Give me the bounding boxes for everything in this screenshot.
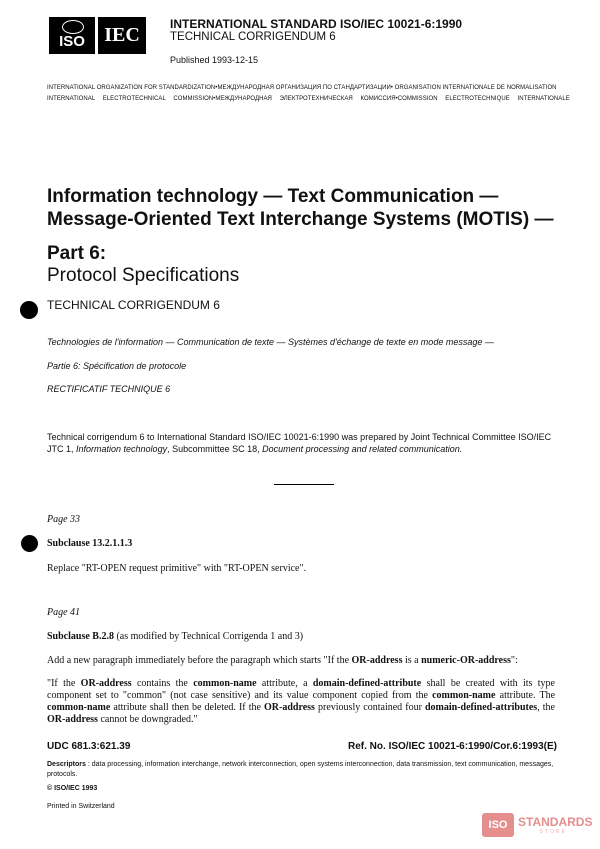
add-text: is a	[402, 655, 422, 666]
term: domain-defined-attributes	[424, 702, 538, 713]
watermark	[482, 813, 592, 837]
term: numeric-OR-address	[421, 655, 511, 666]
org-line-iec: INTERNATIONAL ELECTROTECHNICAL COMMISSION•МЕЖДУНАРОДНАЯ ЭЛЕКТРОТЕХНИЧЕСКАЯ КОМИССИЯ•COMMISSION ELECTROTECHNIQUE INTERNATIONALE	[47, 96, 570, 102]
watermark-name: STANDARDS	[518, 814, 593, 829]
printed-in: Printed in Switzerland	[47, 803, 115, 810]
french-part: Partie 6: Spécification de protocole	[47, 361, 187, 371]
quote-text: shall be created with its type component set to "common" (not case sensitive) and its value component copied from the	[47, 678, 555, 701]
iec-logo	[98, 17, 146, 54]
iso-iec-logo	[49, 17, 146, 54]
copyright: © ISO/IEC 1993	[47, 785, 98, 792]
term: domain-defined-attribute	[312, 678, 422, 689]
margin-dot	[20, 301, 38, 319]
quote-text: attribute shall then be deleted. If the	[110, 702, 264, 713]
quote-text: attribute. The	[495, 690, 556, 701]
french-title: Technologies de l'information — Communication de texte — Systèmes d'échange de texte en mode message —	[47, 337, 494, 347]
quote-text: contains the	[131, 678, 194, 689]
quote-text: cannot be downgraded."	[97, 714, 198, 725]
document-title: Information technology — Text Communication — Message-Oriented Text Interchange Systems (MOTIS) —	[47, 186, 554, 230]
intro-subcommittee: Document processing and related communication.	[262, 444, 463, 454]
term: OR-address	[264, 702, 315, 713]
globe-icon	[62, 20, 84, 34]
quote-text: "If the	[47, 678, 81, 689]
iso-logo	[49, 17, 95, 54]
add-text: ":	[510, 655, 518, 666]
intro-paragraph	[47, 431, 567, 455]
subclause-note: (as modified by Technical Corrigenda 1 and 3)	[113, 631, 304, 642]
term: OR-address	[351, 655, 403, 666]
watermark-store: STORE	[539, 828, 567, 835]
standard-title: INTERNATIONAL STANDARD ISO/IEC 10021-6:1990	[170, 17, 463, 31]
subclause-heading: Subclause 13.2.1.1.3	[47, 538, 133, 549]
iec-logo-text: IEC	[104, 24, 140, 46]
page-reference: Page 33	[47, 514, 81, 525]
reference-number: Ref. No. ISO/IEC 10021-6:1990/Cor.6:1993(E)	[348, 741, 557, 752]
intro-text-2: , Subcommittee SC 18,	[167, 444, 263, 454]
iso-logo-text: ISO	[59, 33, 85, 50]
term: common-name	[193, 678, 257, 689]
standard-subtitle: TECHNICAL CORRIGENDUM 6	[170, 31, 336, 43]
corrigendum-label: TECHNICAL CORRIGENDUM 6	[47, 298, 220, 312]
descriptors-text: : data processing, information interchange, network interconnection, open systems interconnection, data transmission, text communication, messages, protocols.	[47, 761, 554, 778]
subclause-heading	[47, 631, 303, 642]
divider	[274, 484, 334, 485]
term: OR-address	[80, 678, 132, 689]
org-line-iso: INTERNATIONAL ORGANIZATION FOR STANDARDIZATION•МЕЖДУНАРОДНАЯ ОРГАНИЗАЦИЯ ПО СТАНДАРТИЗАЦИИ• ORGANISATION INTERNATIONALE DE NORMALISATION	[47, 85, 557, 91]
udc-number: UDC 681.3:621.39	[47, 741, 131, 752]
part-name: Protocol Specifications	[47, 265, 240, 286]
margin-dot	[21, 535, 38, 552]
term: common-name	[47, 702, 111, 713]
watermark-label	[514, 816, 592, 835]
descriptors	[47, 760, 562, 780]
subclause-number: Subclause B.2.8	[47, 631, 114, 642]
part-label: Part 6:	[47, 243, 107, 264]
quoted-paragraph	[47, 678, 555, 726]
add-text: Add a new paragraph immediately before the paragraph which starts "If the	[47, 655, 352, 666]
quote-text: attribute, a	[256, 678, 313, 689]
page-reference: Page 41	[47, 607, 81, 618]
french-corrigendum: RECTIFICATIF TECHNIQUE 6	[47, 384, 171, 394]
watermark-badge: ISO	[482, 813, 514, 837]
term: OR-address	[47, 714, 98, 725]
add-instruction	[47, 655, 518, 666]
intro-text: Technical corrigendum 6 to International Standard ISO/IEC 10021-6:1990 was prepared by Joint Technical Committee ISO/IEC JTC 1,	[47, 432, 552, 454]
quote-text: previously contained four	[314, 702, 425, 713]
quote-text: , the	[537, 702, 555, 713]
replace-instruction: Replace "RT-OPEN request primitive" with "RT-OPEN service".	[47, 563, 307, 574]
intro-committee: Information technology	[76, 444, 168, 454]
published-date: Published 1993-12-15	[170, 55, 259, 65]
descriptors-label: Descriptors	[47, 761, 86, 768]
term: common-name	[432, 690, 496, 701]
